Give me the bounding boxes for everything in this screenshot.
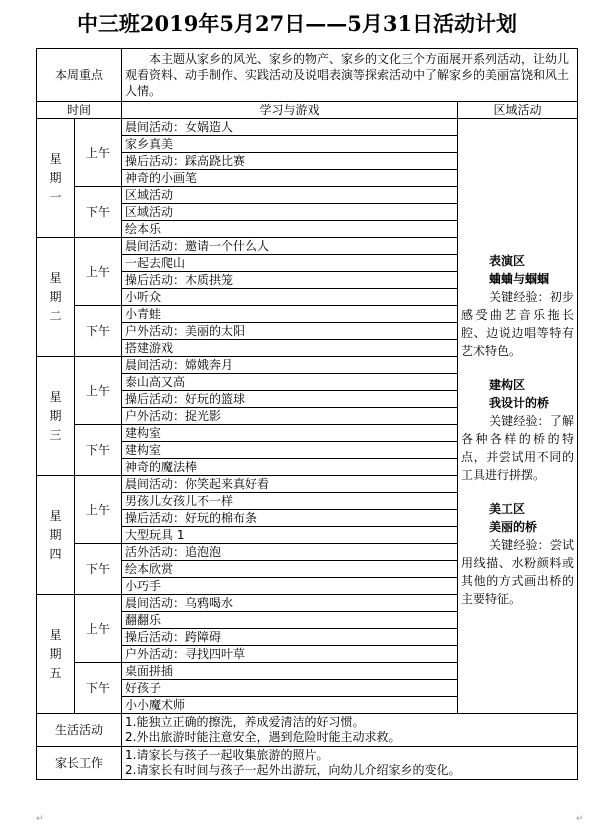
focus-text: 本主题从家乡的风光、家乡的物产、家乡的文化三个方面展开系列活动，让幼儿观看资料、动手制作、实践活动及说唱表演等探索活动中了解家乡的美丽富饶和风土人情。 [122, 49, 578, 102]
region-activity-name: 蛐蛐与蝈蝈 [489, 272, 550, 286]
parent-work-item: 1.请家长与孩子一起收集旅游的照片。 [125, 748, 329, 762]
afternoon-label-text: 下午 [86, 205, 111, 219]
corner-mark-right: ↵ [576, 814, 584, 824]
activity-item: 户外活动：寻找四叶草 [122, 646, 458, 663]
day-name-text: 星期三 [49, 389, 62, 442]
activity-item: 绘本乐 [122, 221, 458, 238]
activity-item: 绘本欣赏 [122, 561, 458, 578]
region-key-experience: 关键经验：尝试用线描、水粉颜料或其他的方式画出桥的主要特征。 [461, 538, 575, 606]
activity-item: 翻翻乐 [122, 612, 458, 629]
header-region: 区域活动 [458, 102, 578, 119]
life-activities-item: 2.外出旅游时能注意安全，遇到危险时能主动求救。 [125, 730, 401, 744]
afternoon-label-text: 下午 [86, 681, 111, 695]
day-name-text: 星期四 [49, 508, 62, 561]
parent-work-list [122, 747, 578, 780]
header-row [37, 102, 578, 119]
afternoon-label-text: 下午 [86, 562, 111, 576]
activity-item: 操后活动：好玩的篮球 [122, 391, 458, 408]
day-name-text: 星期五 [49, 627, 62, 680]
day-name [37, 238, 75, 357]
region-area: 表演区 [489, 254, 526, 268]
day-name-text: 星期二 [49, 270, 62, 323]
activity-item: 区域活动 [122, 204, 458, 221]
afternoon-label [75, 663, 122, 714]
activity-item: 操后活动：好玩的棉布条 [122, 510, 458, 527]
morning-label-text: 上午 [86, 383, 111, 398]
activity-item: 晨间活动：你笑起来真好看 [122, 476, 458, 493]
activity-item: 操后活动：木质拱笼 [122, 272, 458, 289]
activity-item: 小小魔术师 [122, 697, 458, 714]
activity-item: 泰山高又高 [122, 374, 458, 391]
focus-label: 本周重点 [37, 49, 122, 102]
morning-label [75, 476, 122, 544]
activity-item: 大型玩具 1 [122, 527, 458, 544]
header-learning: 学习与游戏 [122, 102, 458, 119]
day-name [37, 357, 75, 476]
region-area: 建构区 [489, 378, 526, 392]
region-area: 美工区 [489, 502, 526, 516]
afternoon-label [75, 306, 122, 357]
activity-item: 好孩子 [122, 680, 458, 697]
activity-item: 搭建游戏 [122, 340, 458, 357]
activity-item: 晨间活动：嫦娥奔月 [122, 357, 458, 374]
activity-item: 神奇的魔法棒 [122, 459, 458, 476]
activity-item: 小听众 [122, 289, 458, 306]
activity-item: 家乡真美 [122, 136, 458, 153]
afternoon-label-text: 下午 [86, 443, 111, 457]
afternoon-label [75, 425, 122, 476]
afternoon-label-text: 下午 [86, 324, 111, 338]
activity-item: 小巧手 [122, 578, 458, 595]
morning-label [75, 119, 122, 187]
parent-work-row [37, 747, 578, 780]
morning-label [75, 357, 122, 425]
region-key-experience: 关键经验：了解各种各样的桥的特点，并尝试用不同的工具进行拼摆。 [461, 414, 575, 482]
region-activities [458, 119, 578, 714]
header-time: 时间 [37, 102, 122, 119]
activity-item: 建构室 [122, 442, 458, 459]
morning-label-text: 上午 [86, 502, 111, 517]
activity-item: 男孩儿女孩儿不一样 [122, 493, 458, 510]
life-activities-label: 生活活动 [37, 714, 122, 747]
day-row [37, 119, 578, 136]
activity-item: 晨间活动：邀请一个什么人 [122, 238, 458, 255]
activity-item: 桌面拼插 [122, 663, 458, 680]
morning-label-text: 上午 [86, 264, 111, 279]
region-block [461, 376, 574, 484]
activity-item: 活外活动：追泡泡 [122, 544, 458, 561]
region-block [461, 252, 574, 360]
day-name [37, 476, 75, 595]
parent-work-item: 2.请家长有时间与孩子一起外出游玩，向幼儿介绍家乡的变化。 [125, 763, 461, 777]
activity-item: 户外活动：捉光影 [122, 408, 458, 425]
afternoon-label [75, 187, 122, 238]
morning-label [75, 595, 122, 663]
day-name [37, 119, 75, 238]
region-key-experience: 关键经验：初步感受曲艺音乐拖长腔、边说边唱等特有艺术特色。 [461, 290, 575, 358]
afternoon-label [75, 544, 122, 595]
activity-item: 区域活动 [122, 187, 458, 204]
parent-work-label: 家长工作 [37, 747, 122, 780]
life-activities-row [37, 714, 578, 747]
morning-label-text: 上午 [86, 145, 111, 160]
life-activities-item: 1.能独立正确的擦洗，养成爱清洁的好习惯。 [125, 715, 365, 729]
activity-item: 晨间活动：乌鸦喝水 [122, 595, 458, 612]
day-name-text: 星期一 [49, 151, 62, 204]
activity-item: 户外活动：美丽的太阳 [122, 323, 458, 340]
page-title: 中三班2019年5月27日——5月31日活动计划 [76, 11, 518, 36]
activity-item: 晨间活动：女娲造人 [122, 119, 458, 136]
activity-item: 神奇的小画笔 [122, 170, 458, 187]
morning-label-text: 上午 [86, 621, 111, 636]
region-block [461, 500, 574, 608]
corner-mark-left: ↵ [36, 814, 44, 824]
activity-item: 小青蛙 [122, 306, 458, 323]
region-activity-name: 美丽的桥 [489, 520, 538, 534]
activity-item: 一起去爬山 [122, 255, 458, 272]
activity-plan-table [36, 48, 578, 780]
region-activity-name: 我设计的桥 [489, 396, 550, 410]
focus-row [37, 49, 578, 102]
activity-item: 建构室 [122, 425, 458, 442]
activity-item: 操后活动：踩高跷比赛 [122, 153, 458, 170]
activity-item: 操后活动：跨障碍 [122, 629, 458, 646]
life-activities-list [122, 714, 578, 747]
day-name [37, 595, 75, 714]
morning-label [75, 238, 122, 306]
